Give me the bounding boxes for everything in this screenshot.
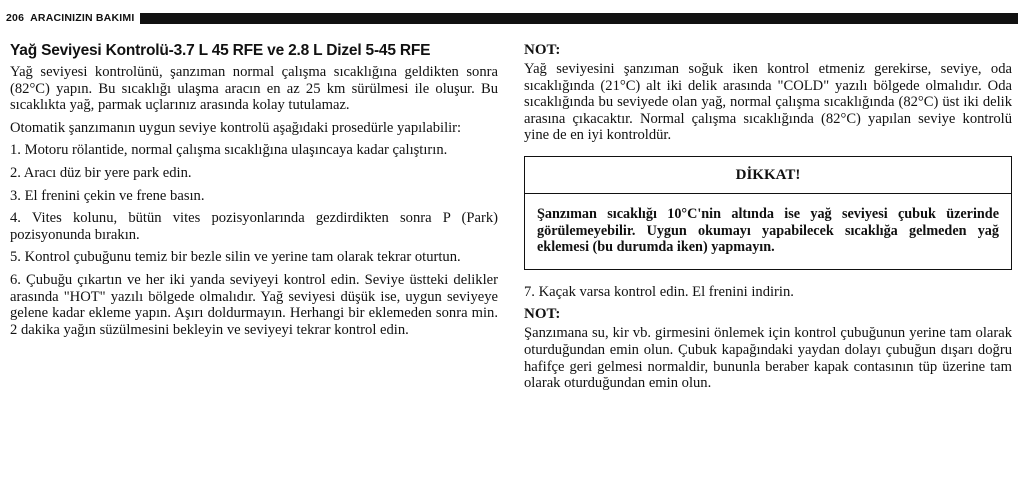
page-number: 206: [6, 12, 25, 24]
right-column: [524, 42, 1012, 398]
step-3: 3. El frenini çekin ve frene basın.: [10, 187, 205, 204]
step-5: 5. Kontrol çubuğunu temiz bir bezle silin ve yerine tam olarak tekrar oturtun.: [10, 249, 461, 266]
step-6: 6. Çubuğu çıkartın ve her iki yanda seviyeyi kontrol edin. Seviye üstteki delikler arasında "HOT" yazılı bölgede olmalıdır. Yağ seviyesi düşük ise, uygun seviyeye gelene kadar ekleme yapın. Aşırı doldurmayın. Herhangi bir eklemeden sonra min. 2 dakika yağın süzülmesini bekleyin ve seviyeyi tekrar kontrol edin.: [10, 271, 498, 338]
note-text: Yağ seviyesini şanzıman soğuk iken kontrol etmeniz gerekirse, seviye, oda sıcaklığında (21°C) alt iki delik arasında "COLD" yazılı bölgede olmalıdır. Oda sıcaklığında bu seviyede olan yağ, normal çalışma sıcaklığında (82°C) üst iki delik arasına çıkacaktır. Normal çalışma sıcaklığında (82°C) yapılan seviye kontrolü yine de en iyi kontroldür.: [524, 61, 1012, 144]
section-heading: Yağ Seviyesi Kontrolü-3.7 L 45 RFE ve 2.8 L Dizel 5-45 RFE: [10, 42, 431, 59]
section-title: ARACINIZIN BAKIMI: [30, 12, 135, 24]
page-header: [6, 9, 1018, 27]
note-heading-2: NOT:: [524, 306, 561, 323]
left-column: [10, 42, 498, 344]
note-heading: NOT:: [524, 42, 561, 58]
step-7: 7. Kaçak varsa kontrol edin. El frenini indirin.: [524, 283, 794, 300]
warning-title: DİKKAT!: [525, 157, 1011, 194]
step-1: 1. Motoru rölantide, normal çalışma sıcaklığına ulaşıncaya kadar çalıştırın.: [10, 142, 448, 159]
step-4: 4. Vites kolunu, bütün vites pozisyonlarında gezdirdikten sonra P (Park) pozisyonunda bırakın.: [10, 210, 498, 243]
warning-box: [524, 156, 1012, 270]
intro-paragraph: Yağ seviyesi kontrolünü, şanzıman normal çalışma sıcaklığına geldikten sonra (82°C) yapın. Bu sıcaklığı ulaşma aracın en az 25 km sürülmesi ile oluşur. Bu sıcaklıkta yağ, parmak uçlarınız arasında kolay tutulamaz.: [10, 64, 498, 114]
procedure-intro: Otomatik şanzımanın uygun seviye kontrolü aşağıdaki prosedürle yapılabilir:: [10, 119, 462, 136]
note-text-2: Şanzımana su, kir vb. girmesini önlemek için kontrol çubuğunun yerine tam olarak oturduğundan emin olun. Çubuk kapağındaki yaydan dolayı çubuğun dışarı doğru hafifçe geri gelmesi normaldir, bununla beraber kapak contasının tüp üzerine tam olarak oturduğundan emin olun.: [524, 325, 1012, 392]
warning-text: Şanzıman sıcaklığı 10°C'nin altında ise yağ seviyesi çubuk üzerinde görülemeyebilir. Uygun okumayı yapabilecek sıcaklığa gelmeden yağ eklemesi (bu durumda iken) yapmayın.: [537, 205, 999, 256]
header-rule: [140, 13, 1018, 24]
step-2: 2. Aracı düz bir yere park edin.: [10, 164, 192, 181]
